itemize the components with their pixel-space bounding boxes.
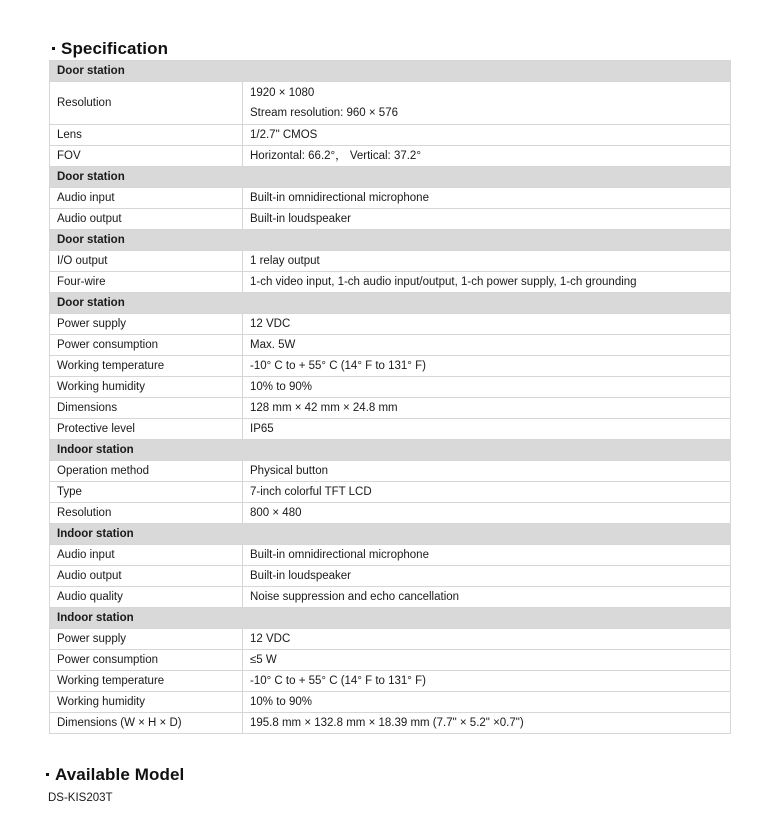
spec-label: Audio output xyxy=(50,209,243,230)
spec-value-line: 7-inch colorful TFT LCD xyxy=(250,486,372,498)
spec-label: I/O output xyxy=(50,251,243,272)
group-header: Indoor station xyxy=(50,524,731,545)
table-row xyxy=(50,461,731,482)
spec-value xyxy=(243,251,731,272)
spec-label: Lens xyxy=(50,125,243,146)
group-header-row xyxy=(50,608,731,629)
spec-value xyxy=(243,188,731,209)
spec-value xyxy=(243,146,731,167)
table-row xyxy=(50,209,731,230)
table-row xyxy=(50,125,731,146)
spec-value xyxy=(243,377,731,398)
specification-heading-text: Specification xyxy=(61,39,169,58)
spec-value xyxy=(243,587,731,608)
table-row xyxy=(50,587,731,608)
spec-value xyxy=(243,314,731,335)
group-header-row xyxy=(50,230,731,251)
table-row xyxy=(50,629,731,650)
spec-value xyxy=(243,209,731,230)
table-row xyxy=(50,545,731,566)
available-model-heading-text: Available Model xyxy=(55,765,185,784)
table-row xyxy=(50,272,731,293)
group-header-row xyxy=(50,440,731,461)
spec-value-line: Built-in loudspeaker xyxy=(250,213,352,225)
spec-value xyxy=(243,398,731,419)
available-model-heading xyxy=(46,765,184,785)
spec-label: Working humidity xyxy=(50,377,243,398)
table-row xyxy=(50,671,731,692)
spec-value-line: Built-in omnidirectional microphone xyxy=(250,549,429,561)
table-row xyxy=(50,503,731,524)
spec-value xyxy=(243,629,731,650)
spec-value-line: Built-in loudspeaker xyxy=(250,570,352,582)
table-row xyxy=(50,146,731,167)
spec-value-line: 195.8 mm × 132.8 mm × 18.39 mm (7.7" × 5.2" ×0.7") xyxy=(250,717,524,729)
spec-label: Audio input xyxy=(50,545,243,566)
group-header: Door station xyxy=(50,167,731,188)
spec-value-line: Noise suppression and echo cancellation xyxy=(250,591,460,603)
spec-value-line: ≤5 W xyxy=(250,654,277,666)
spec-label: Working temperature xyxy=(50,356,243,377)
spec-value xyxy=(243,419,731,440)
spec-label: Power supply xyxy=(50,314,243,335)
table-row xyxy=(50,650,731,671)
spec-value-line: 1-ch video input, 1-ch audio input/output, 1-ch power supply, 1-ch grounding xyxy=(250,276,637,288)
spec-value xyxy=(243,692,731,713)
table-row xyxy=(50,398,731,419)
group-header-row xyxy=(50,167,731,188)
spec-label: Four-wire xyxy=(50,272,243,293)
table-row xyxy=(50,188,731,209)
spec-label: Audio quality xyxy=(50,587,243,608)
spec-value-line: 10% to 90% xyxy=(250,696,313,708)
spec-value-line: Stream resolution: 960 × 576 xyxy=(250,107,398,119)
spec-label: Operation method xyxy=(50,461,243,482)
spec-value xyxy=(243,650,731,671)
spec-value xyxy=(243,545,731,566)
group-header: Indoor station xyxy=(50,608,731,629)
spec-value xyxy=(243,82,731,125)
table-row xyxy=(50,692,731,713)
spec-label: Working humidity xyxy=(50,692,243,713)
spec-label: Working temperature xyxy=(50,671,243,692)
table-row xyxy=(50,251,731,272)
spec-value-line: 1920 × 1080 xyxy=(250,87,315,99)
specification-table xyxy=(49,60,731,734)
group-header-row xyxy=(50,61,731,82)
spec-value-line: Physical button xyxy=(250,465,328,477)
specification-table-body xyxy=(50,61,731,734)
bullet-icon xyxy=(46,773,49,776)
model-name: DS-KIS203T xyxy=(48,792,113,804)
table-row xyxy=(50,482,731,503)
group-header: Indoor station xyxy=(50,440,731,461)
table-row xyxy=(50,419,731,440)
spec-label: Audio output xyxy=(50,566,243,587)
spec-value-line: 128 mm × 42 mm × 24.8 mm xyxy=(250,402,398,414)
table-row xyxy=(50,335,731,356)
spec-value xyxy=(243,566,731,587)
spec-value-line: 12 VDC xyxy=(250,633,291,645)
table-row xyxy=(50,377,731,398)
spec-value xyxy=(243,482,731,503)
spec-label: Protective level xyxy=(50,419,243,440)
table-row xyxy=(50,713,731,734)
bullet-icon xyxy=(52,47,55,50)
spec-label: Audio input xyxy=(50,188,243,209)
spec-value xyxy=(243,713,731,734)
table-row xyxy=(50,314,731,335)
spec-value-line: -10° C to + 55° C (14° F to 131° F) xyxy=(250,360,426,372)
spec-label: Dimensions (W × H × D) xyxy=(50,713,243,734)
spec-label: Resolution xyxy=(50,82,243,125)
group-header: Door station xyxy=(50,61,731,82)
spec-value-line: IP65 xyxy=(250,423,274,435)
table-row xyxy=(50,82,731,125)
spec-value-line: Max. 5W xyxy=(250,339,296,351)
spec-value xyxy=(243,125,731,146)
group-header-row xyxy=(50,524,731,545)
specification-heading xyxy=(52,39,168,59)
spec-label: Power consumption xyxy=(50,650,243,671)
group-header: Door station xyxy=(50,230,731,251)
spec-label: Resolution xyxy=(50,503,243,524)
spec-label: Power supply xyxy=(50,629,243,650)
spec-value-line: Horizontal: 66.2°， Vertical: 37.2° xyxy=(250,150,421,162)
spec-value-line: 10% to 90% xyxy=(250,381,313,393)
spec-value-line: 1/2.7" CMOS xyxy=(250,129,318,141)
group-header: Door station xyxy=(50,293,731,314)
spec-label: Dimensions xyxy=(50,398,243,419)
spec-value xyxy=(243,335,731,356)
table-row xyxy=(50,566,731,587)
spec-label: Type xyxy=(50,482,243,503)
table-row xyxy=(50,356,731,377)
spec-value xyxy=(243,461,731,482)
spec-value xyxy=(243,272,731,293)
spec-value-line: 12 VDC xyxy=(250,318,291,330)
group-header-row xyxy=(50,293,731,314)
spec-value-line: Built-in omnidirectional microphone xyxy=(250,192,429,204)
spec-value xyxy=(243,671,731,692)
spec-value-line: 1 relay output xyxy=(250,255,320,267)
spec-value xyxy=(243,503,731,524)
spec-value xyxy=(243,356,731,377)
spec-value-line: 800 × 480 xyxy=(250,507,302,519)
spec-label: Power consumption xyxy=(50,335,243,356)
spec-label: FOV xyxy=(50,146,243,167)
spec-value-line: -10° C to + 55° C (14° F to 131° F) xyxy=(250,675,426,687)
